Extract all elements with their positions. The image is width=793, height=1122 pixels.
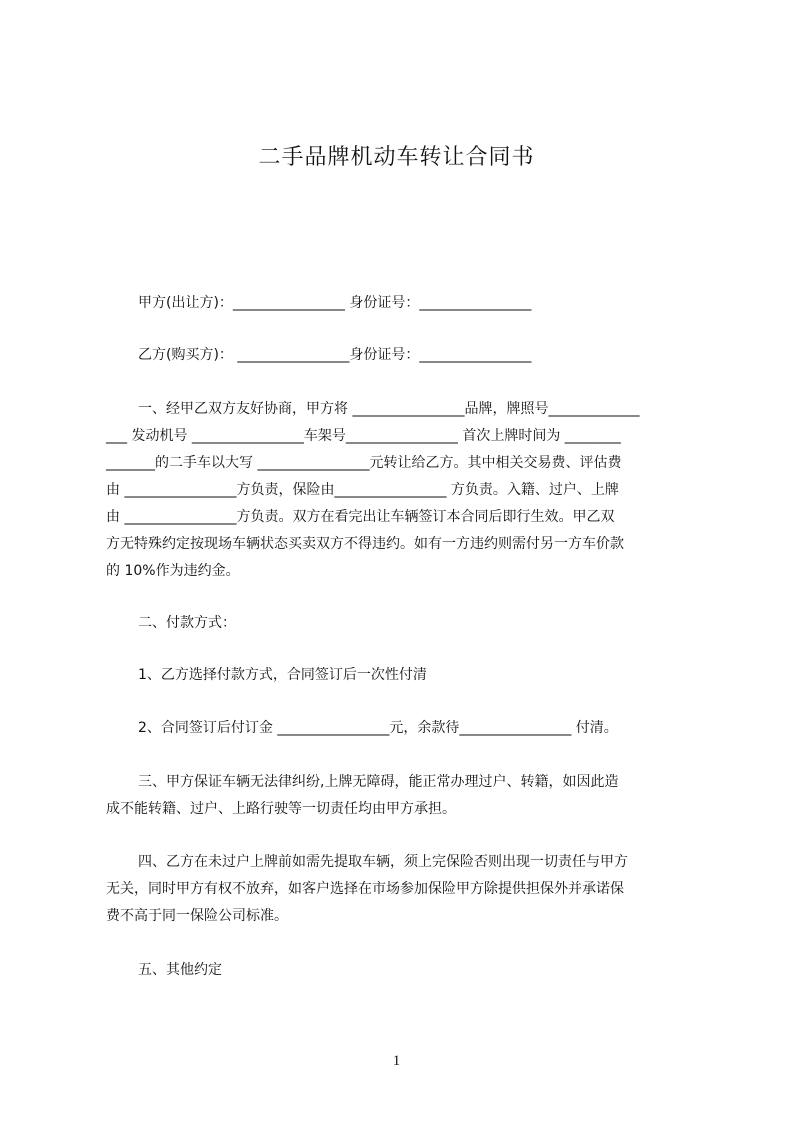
document-title: 二手品牌机动车转让合同书: [258, 145, 535, 170]
clause-3-line: 三、甲方保证车辆无法律纠纷,上牌无障碍，能正常办理过户、转籍，如因此造: [138, 774, 619, 790]
clause-4-line: 无关，同时甲方有权不放弃，如客户选择在市场参加保险甲方除提供担保外并承诺保: [106, 881, 624, 897]
clause-3-line: 成不能转籍、过户、上路行驶等一切责任均由甲方承担。: [106, 801, 456, 817]
clause-1-line: _______的二手车以大写 ________________元转让给乙方。其中相关交易费、评估费: [106, 455, 622, 471]
payment-item-1: 1、乙方选择付款方式，合同签订后一次性付清: [138, 667, 427, 683]
page-number: 1: [392, 1053, 401, 1069]
clause-1-line: 由 ________________方负责。双方在看完出让车辆签订本合同后即行生效。甲乙双: [106, 509, 615, 525]
clause-1-line: ___ 发动机号 ________________车架号________________ 首次上牌时间为 ________: [106, 428, 621, 444]
payment-item-2: 2、合同签订后付订金 ________________元，余款待________________ 付清。: [138, 720, 618, 736]
clause-1-line: 方无特殊约定按现场车辆状态买卖双方不得违约。如有一方违约则需付另一方车价款: [106, 536, 624, 552]
clause-1-line: 由 ________________方负责，保险由________________ 方负责。入籍、过户、上牌: [106, 482, 619, 498]
clause-5-heading: 五、其他约定: [138, 962, 222, 978]
clause-1-line: 一、经甲乙双方友好协商，甲方将 ________________品牌，牌照号_____________: [138, 401, 640, 417]
clause-2-heading: 二、付款方式：: [138, 615, 236, 631]
party-a-line: 甲方(出让方)：________________ 身份证号：________________: [138, 295, 532, 311]
clause-1-line: 的 10%作为违约金。: [106, 563, 240, 579]
party-b-line: 乙方(购买方)： ________________身份证号：________________: [138, 347, 532, 363]
clause-4-line: 费不高于同一保险公司标准。: [106, 908, 288, 924]
clause-4-line: 四、乙方在未过户上牌前如需先提取车辆，须上完保险否则出现一切责任与甲方: [138, 854, 628, 870]
